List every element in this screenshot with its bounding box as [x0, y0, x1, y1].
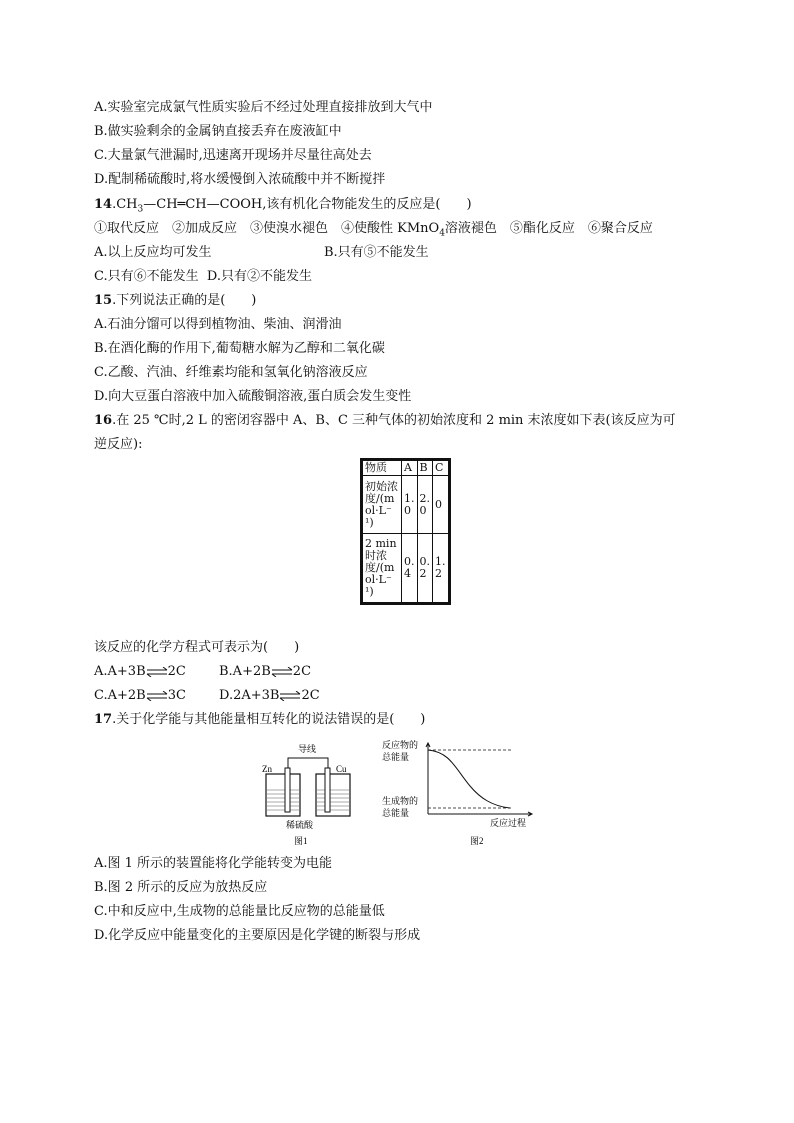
q15-number: 15: [94, 293, 113, 308]
q14-option-d: D.只有②不能发生: [206, 269, 312, 284]
q15-option-d: D.向大豆蛋白溶液中加入硫酸铜溶液,蛋白质会发生变性: [94, 389, 412, 404]
q17-stem: 17.关于化学能与其他能量相互转化的说法错误的是( ): [94, 712, 426, 727]
figure-1-galvanic-cell: [258, 740, 358, 848]
q16-option-a: A.A+3B 2C: [94, 664, 186, 679]
q16-stem-line1: 16.在 25 ℃时,2 L 的密闭容器中 A、B、C 三种气体的初始浓度和 2 min 末浓度如下表(该反应为可: [94, 413, 676, 428]
q13-option-a: A.实验室完成氯气性质实验后不经过处理直接排放到大气中: [94, 100, 433, 115]
table-cell: 2.0: [417, 476, 433, 534]
table-header-cell: B: [417, 460, 433, 476]
table-cell: 0.4: [402, 534, 418, 604]
figure-2-caption: 图2: [470, 836, 484, 846]
q17-option-b: B.图 2 所示的反应为放热反应: [94, 880, 268, 895]
solution-label: 稀硫酸: [286, 820, 314, 830]
energy-curve: [428, 750, 510, 808]
table-header-cell: A: [402, 460, 418, 476]
solution-hatching: [267, 790, 349, 810]
q17-number: 17: [94, 712, 113, 727]
reversible-arrow-icon: [146, 667, 168, 677]
reactant-energy-label: 反应物的: [382, 740, 419, 750]
product-energy-label: 生成物的: [382, 796, 419, 806]
wire: [288, 758, 328, 770]
x-axis-label: 反应过程: [490, 818, 527, 828]
q16-number: 16: [94, 413, 113, 428]
q14-options-cd: [94, 269, 312, 285]
figure-2-energy-diagram: [380, 738, 540, 850]
wire-label: 导线: [298, 744, 317, 754]
table-cell: 0: [433, 476, 450, 534]
q14-option-a: A.以上反应均可发生: [94, 245, 212, 260]
product-energy-label: 总能量: [382, 808, 410, 818]
table-header-cell: C: [433, 460, 450, 476]
table-cell: 0.2: [417, 534, 433, 604]
figure-1-caption: 图1: [294, 836, 308, 846]
q13-option-b: B.做实验剩余的金属钠直接丢弃在废液缸中: [94, 124, 342, 139]
table-cell: 1.2: [433, 534, 450, 604]
q15-option-b: B.在酒化酶的作用下,葡萄糖水解为乙醇和二氧化碳: [94, 341, 385, 356]
q14-option-c: C.只有⑥不能发生: [94, 269, 199, 284]
table-row: [362, 476, 450, 534]
q15-stem: 15.下列说法正确的是( ): [94, 293, 257, 308]
cu-label: Cu: [336, 764, 347, 774]
q16-option-c: C.A+2B 3C: [94, 688, 186, 703]
cu-electrode: [325, 768, 330, 812]
q15-option-c: C.乙酸、汽油、纤维素均能和氢氧化钠溶液反应: [94, 365, 368, 380]
table-row-label: 初始浓度/(mol·L⁻¹): [362, 476, 402, 534]
concentration-table: [360, 458, 451, 605]
q16-option-b: B.A+2B 2C: [219, 664, 312, 679]
zn-label: Zn: [262, 764, 272, 774]
q14-reaction-list: ①取代反应 ②加成反应 ③使溴水褪色 ④使酸性 KMnO$_4$溶液褪色 ⑤酯化反应 ⑥聚合反应: [94, 221, 653, 239]
q17-option-a: A.图 1 所示的装置能将化学能转变为电能: [94, 856, 333, 871]
q16-option-d: D.2A+3B 2C: [219, 688, 320, 703]
reversible-arrow-icon: [146, 691, 168, 701]
q14-option-b: B.只有⑤不能发生: [324, 245, 429, 260]
q13-option-d: D.配制稀硫酸时,将水缓慢倒入浓硫酸中并不断搅拌: [94, 172, 386, 187]
q17-option-d: D.化学反应中能量变化的主要原因是化学键的断裂与形成: [94, 928, 421, 943]
table-row: [362, 534, 450, 604]
q14-options-ab: [94, 245, 429, 261]
reversible-arrow-icon: [271, 667, 293, 677]
q14-stem: $14.CH_3—CH═CH—COOH$,该有机化合物能发生的反应是( ): [94, 197, 472, 215]
reversible-arrow-icon: [279, 691, 301, 701]
table-header-cell: 物质: [362, 460, 402, 476]
q16-question: 该反应的化学方程式可表示为( ): [94, 640, 300, 655]
q16-options-ab: [94, 664, 311, 680]
table-cell: 1.0: [402, 476, 418, 534]
q16-options-cd: [94, 688, 320, 704]
reactant-energy-label: 总能量: [382, 752, 410, 762]
q14-number: 14: [94, 197, 113, 212]
zn-electrode: [285, 768, 290, 812]
q16-stem-line2: 逆反应):: [94, 437, 143, 452]
q17-option-c: C.中和反应中,生成物的总能量比反应物的总能量低: [94, 904, 385, 919]
table-header-row: [362, 460, 450, 476]
q15-option-a: A.石油分馏可以得到植物油、柴油、润滑油: [94, 317, 342, 332]
table-row-label: 2 min 时浓度/(mol·L⁻¹): [362, 534, 402, 604]
q13-option-c: C.大量氯气泄漏时,迅速离开现场并尽量往高处去: [94, 148, 372, 163]
